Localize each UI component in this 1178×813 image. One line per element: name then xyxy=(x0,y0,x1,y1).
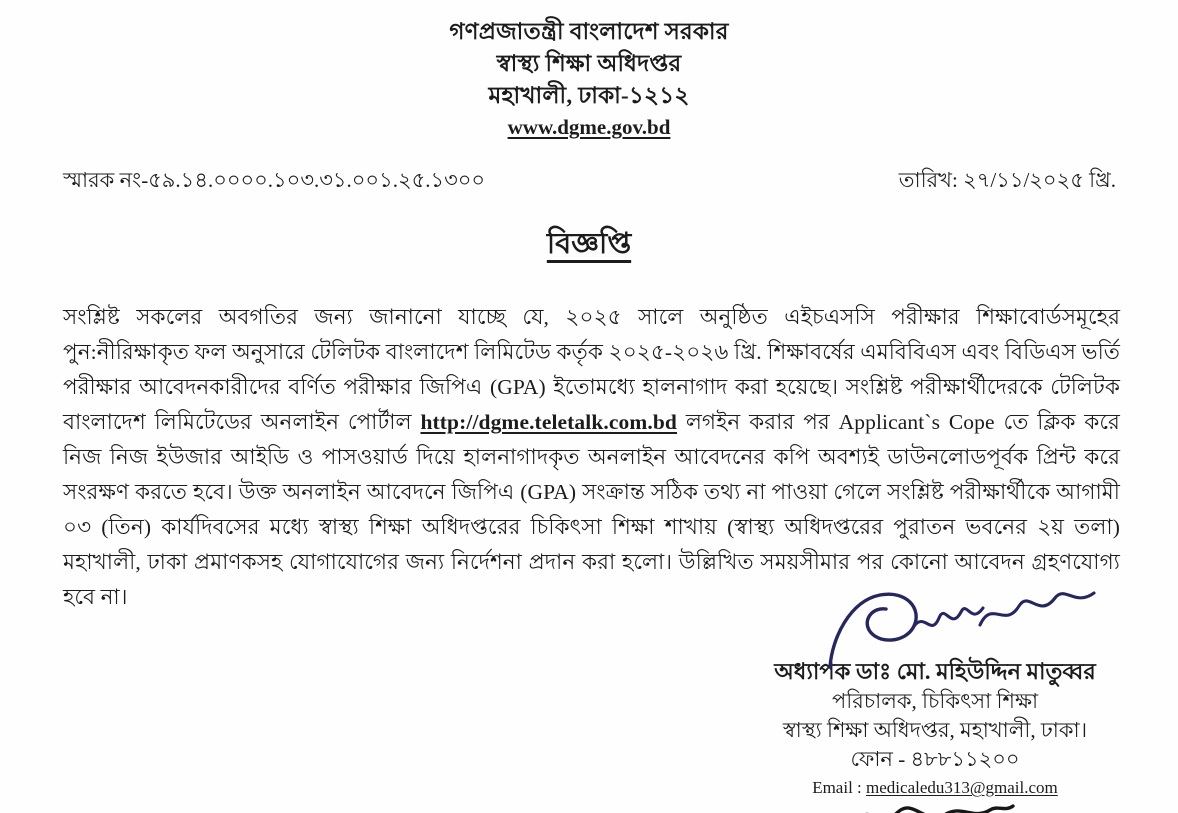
notice-body xyxy=(63,300,1120,615)
directorate-name: স্বাস্থ্য শিক্ষা অধিদপ্তর xyxy=(496,51,682,76)
signatory-name: অধ্যাপক ডাঃ মো. মহিউদ্দিন মাতুব্বর xyxy=(774,659,1096,684)
body-text-before-link: সংশ্লিষ্ট সকলের অবগতির জন্য জানানো যাচ্ছে যে, ২০২৫ সালে অনুষ্ঠিত এইচএসসি পরীক্ষার শিক্ষাবোর্ডসমূহের পুন:নীরিক্ষাকৃত ফল অনুসারে টেলিটক বাংলাদেশ লিমিটেড কর্তৃক ২০২৫-২০২৬ খ্রি. শিক্ষাবর্ষের এমবিবিএস এবং বিডিএস ভর্তি পরীক্ষার আবেদনকারীদের বর্ণিত পরীক্ষার জিপিএ (GPA) ইতোমধ্যে হালনাগাদ করা হয়েছে। সংশ্লিষ্ট পরীক্ষার্থীদেরকে টেলিটক বাংলাদেশ লিমিটেডের অনলাইন পোর্টাল xyxy=(63,305,1120,434)
signatory-phone: ফোন - ৪৮৮১১২০০ xyxy=(850,747,1020,771)
signature-block xyxy=(720,585,1150,813)
signatory-office: স্বাস্থ্য শিক্ষা অধিদপ্তর, মহাখালী, ঢাকা। xyxy=(782,718,1088,742)
memo-number: স্মারক নং-৫৯.১৪.০০০০.১০৩.৩১.০০১.২৫.১৩০০ xyxy=(63,168,486,192)
portal-link[interactable]: http://dgme.teletalk.com.bd xyxy=(420,410,677,434)
handwritten-initial-icon xyxy=(848,796,1023,813)
notice-title: বিজ্ঞপ্তি xyxy=(546,228,632,260)
memo-date-row xyxy=(0,164,1178,199)
signatory-designation: পরিচালক, চিকিৎসা শিক্ষা xyxy=(831,689,1039,713)
date-text: তারিখ: ২৭/১১/২০২৫ খ্রি. xyxy=(898,168,1116,192)
body-text-after-link: লগইন করার পর Applicant`s Cope তে ক্লিক করে নিজ নিজ ইউজার আইডি ও পাসওয়ার্ড দিয়ে হালনাগাদকৃত অনলাইন আবেদনের কপি অবশ্যই ডাউনলোডপূর্বক প্রিন্ট করে সংরক্ষণ করতে হবে। উক্ত অনলাইন আবেদনে জিপিএ (GPA) সংক্রান্ত সঠিক তথ্য না পাওয়া গেলে সংশ্লিষ্ট পরীক্ষার্থীকে আগামী ০৩ (তিন) কার্যদিবসের মধ্যে স্বাস্থ্য শিক্ষা অধিদপ্তরের চিকিৎসা শিক্ষা শাখায় (স্বাস্থ্য অধিদপ্তরের পুরাতন ভবনের ২য় তলা) মহাখালী, ঢাকা প্রমাণকসহ যোগাযোগের জন্য নির্দেশনা প্রদান করা হলো। উল্লিখিত সময়সীমার পর কোনো আবেদন গ্রহণযোগ্য হবে না। xyxy=(63,410,1120,609)
letterhead xyxy=(0,0,1178,140)
email-link[interactable]: medicaledu313@gmail.com xyxy=(866,778,1058,797)
website-link[interactable]: www.dgme.gov.bd xyxy=(507,115,671,139)
address-line: মহাখালী, ঢাকা-১২১২ xyxy=(488,83,690,108)
government-name: গণপ্রজাতন্ত্রী বাংলাদেশ সরকার xyxy=(449,19,729,44)
email-label: Email : xyxy=(812,778,867,797)
